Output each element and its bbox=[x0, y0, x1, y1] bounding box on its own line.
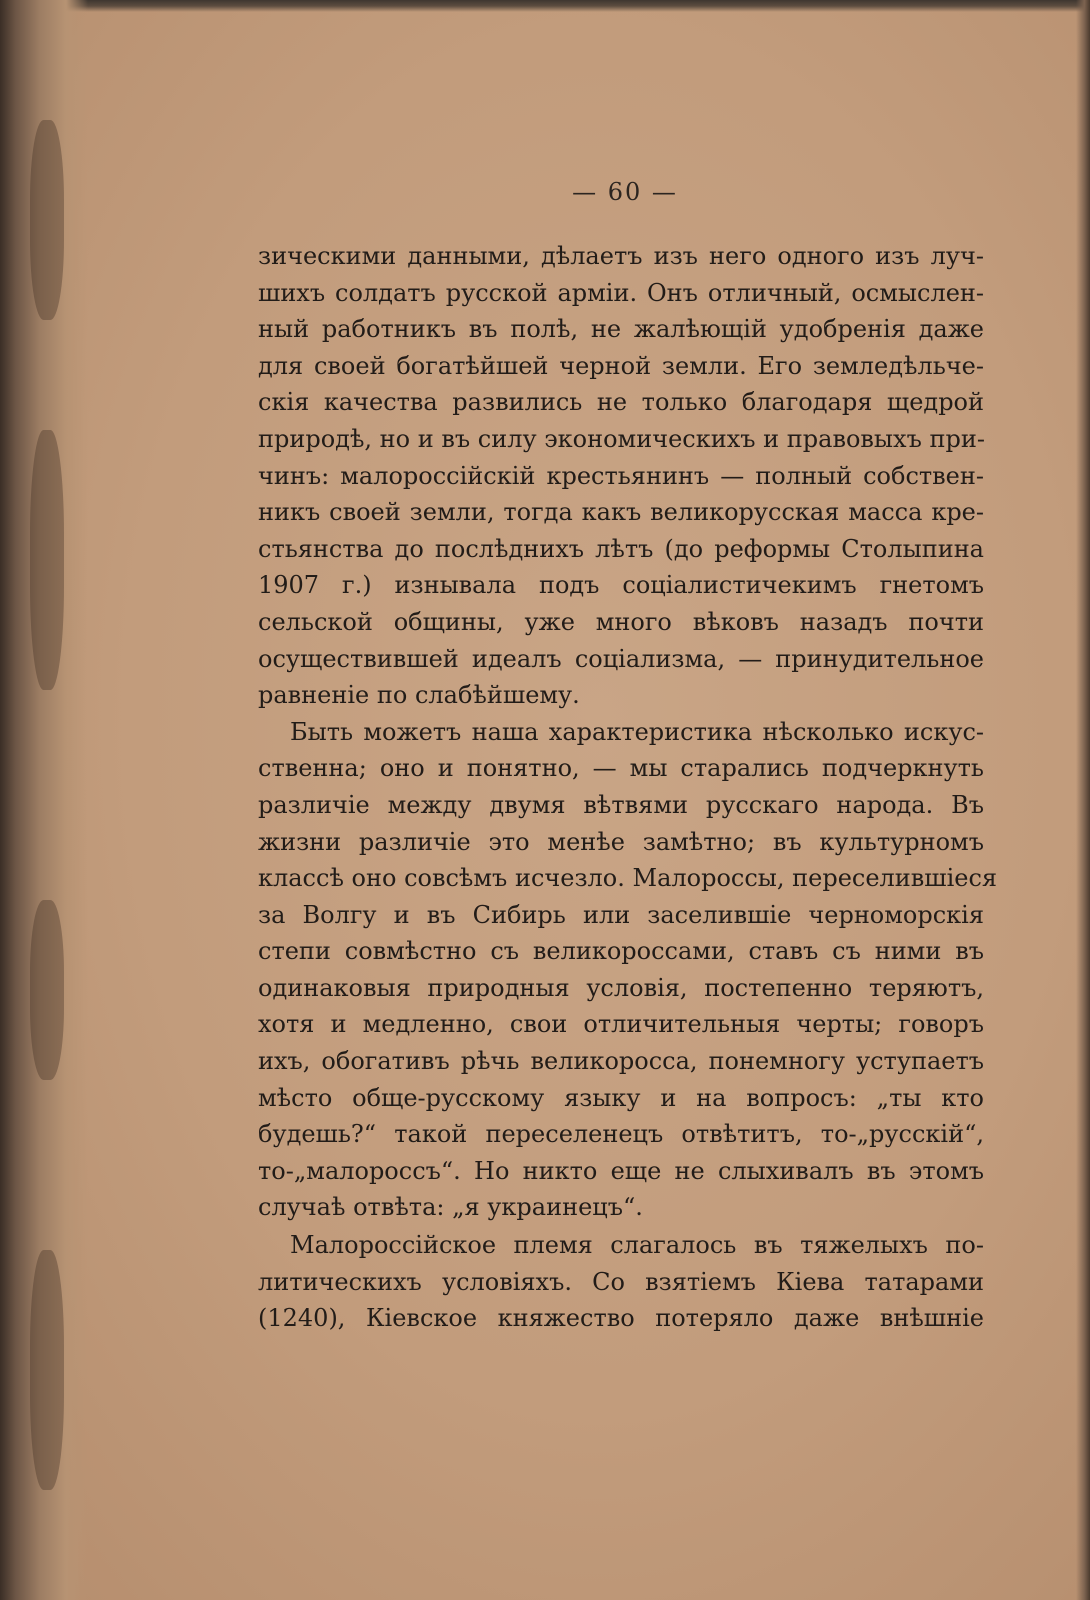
text-line: скія качества развились не только благодаря щедрой bbox=[258, 388, 984, 417]
text-line: сельской общины, уже много вѣковъ назадъ почти bbox=[258, 607, 984, 636]
text-line: случаѣ отвѣта: „я украинецъ“. bbox=[258, 1193, 643, 1222]
page-number: — 60 — bbox=[572, 178, 678, 206]
text-line: будешь?“ такой переселенецъ отвѣтитъ, то-„русскій“, bbox=[258, 1120, 984, 1149]
text-line: природѣ, но и въ силу экономическихъ и правовыхъ при- bbox=[258, 424, 985, 453]
spine-stain bbox=[30, 900, 64, 1080]
text-line: (1240), Кіевское княжество потеряло даже внѣшніе bbox=[258, 1304, 984, 1333]
text-line: шихъ солдатъ русской арміи. Онъ отличный, осмыслен- bbox=[258, 278, 984, 307]
text-line: одинаковыя природныя условія, постепенно теряютъ, bbox=[258, 973, 984, 1002]
spine-stain bbox=[30, 430, 64, 690]
text-line: ственна; оно и понятно, — мы старались подчеркнуть bbox=[258, 754, 984, 783]
page-right-edge bbox=[1076, 0, 1090, 1600]
text-line: 1907 г.) изнывала подъ соціалистичекимъ гнетомъ bbox=[258, 571, 984, 600]
text-line: чинъ: малороссійскій крестьянинъ — полный собствен- bbox=[258, 461, 984, 490]
text-line: классѣ оно совсѣмъ исчезло. Малороссы, переселившіеся bbox=[258, 864, 998, 893]
text-line: зическими данными, дѣлаетъ изъ него одного изъ луч- bbox=[258, 242, 984, 270]
text-line: Быть можетъ наша характеристика нѣсколько искус- bbox=[290, 717, 984, 746]
text-line: то-„малороссъ“. Но никто еще не слыхивалъ въ этомъ bbox=[258, 1156, 984, 1185]
text-line: для своей богатѣйшей черной земли. Его земледѣльче- bbox=[258, 351, 984, 380]
page-top-edge bbox=[0, 0, 1090, 12]
spine-stain bbox=[30, 1250, 64, 1490]
text-line: за Волгу и въ Сибирь или заселившіе черноморскія bbox=[258, 900, 984, 929]
text-line: Малороссійское племя слагалось въ тяжелыхъ по- bbox=[290, 1231, 984, 1260]
book-spine bbox=[0, 0, 88, 1600]
text-line: литическихъ условіяхъ. Со взятіемъ Кіева татарами bbox=[258, 1267, 984, 1296]
text-line: стьянства до послѣднихъ лѣтъ (до реформы Столыпина bbox=[258, 534, 984, 563]
spine-stain bbox=[30, 120, 64, 320]
text-line: степи совмѣстно съ великороссами, ставъ съ ними въ bbox=[258, 937, 984, 966]
text-line: равненіе по слабѣйшему. bbox=[258, 681, 580, 710]
text-line: ный работникъ въ полѣ, не жалѣющій удобренія даже bbox=[258, 315, 984, 344]
text-line: ихъ, обогативъ рѣчь великоросса, понемногу уступаетъ bbox=[258, 1047, 984, 1076]
text-line: жизни различіе это менѣе замѣтно; въ культурномъ bbox=[258, 827, 984, 856]
text-line: мѣсто обще-русскому языку и на вопросъ: „ты кто bbox=[258, 1083, 984, 1112]
body-text bbox=[258, 238, 998, 1337]
text-line: хотя и медленно, свои отличительныя черты; говоръ bbox=[258, 1010, 984, 1039]
text-line: различіе между двумя вѣтвями русскаго народа. Въ bbox=[258, 790, 984, 819]
text-line: никъ своей земли, тогда какъ великорусская масса кре- bbox=[258, 498, 984, 527]
text-line: осуществившей идеалъ соціализма, — принудительное bbox=[258, 644, 984, 673]
